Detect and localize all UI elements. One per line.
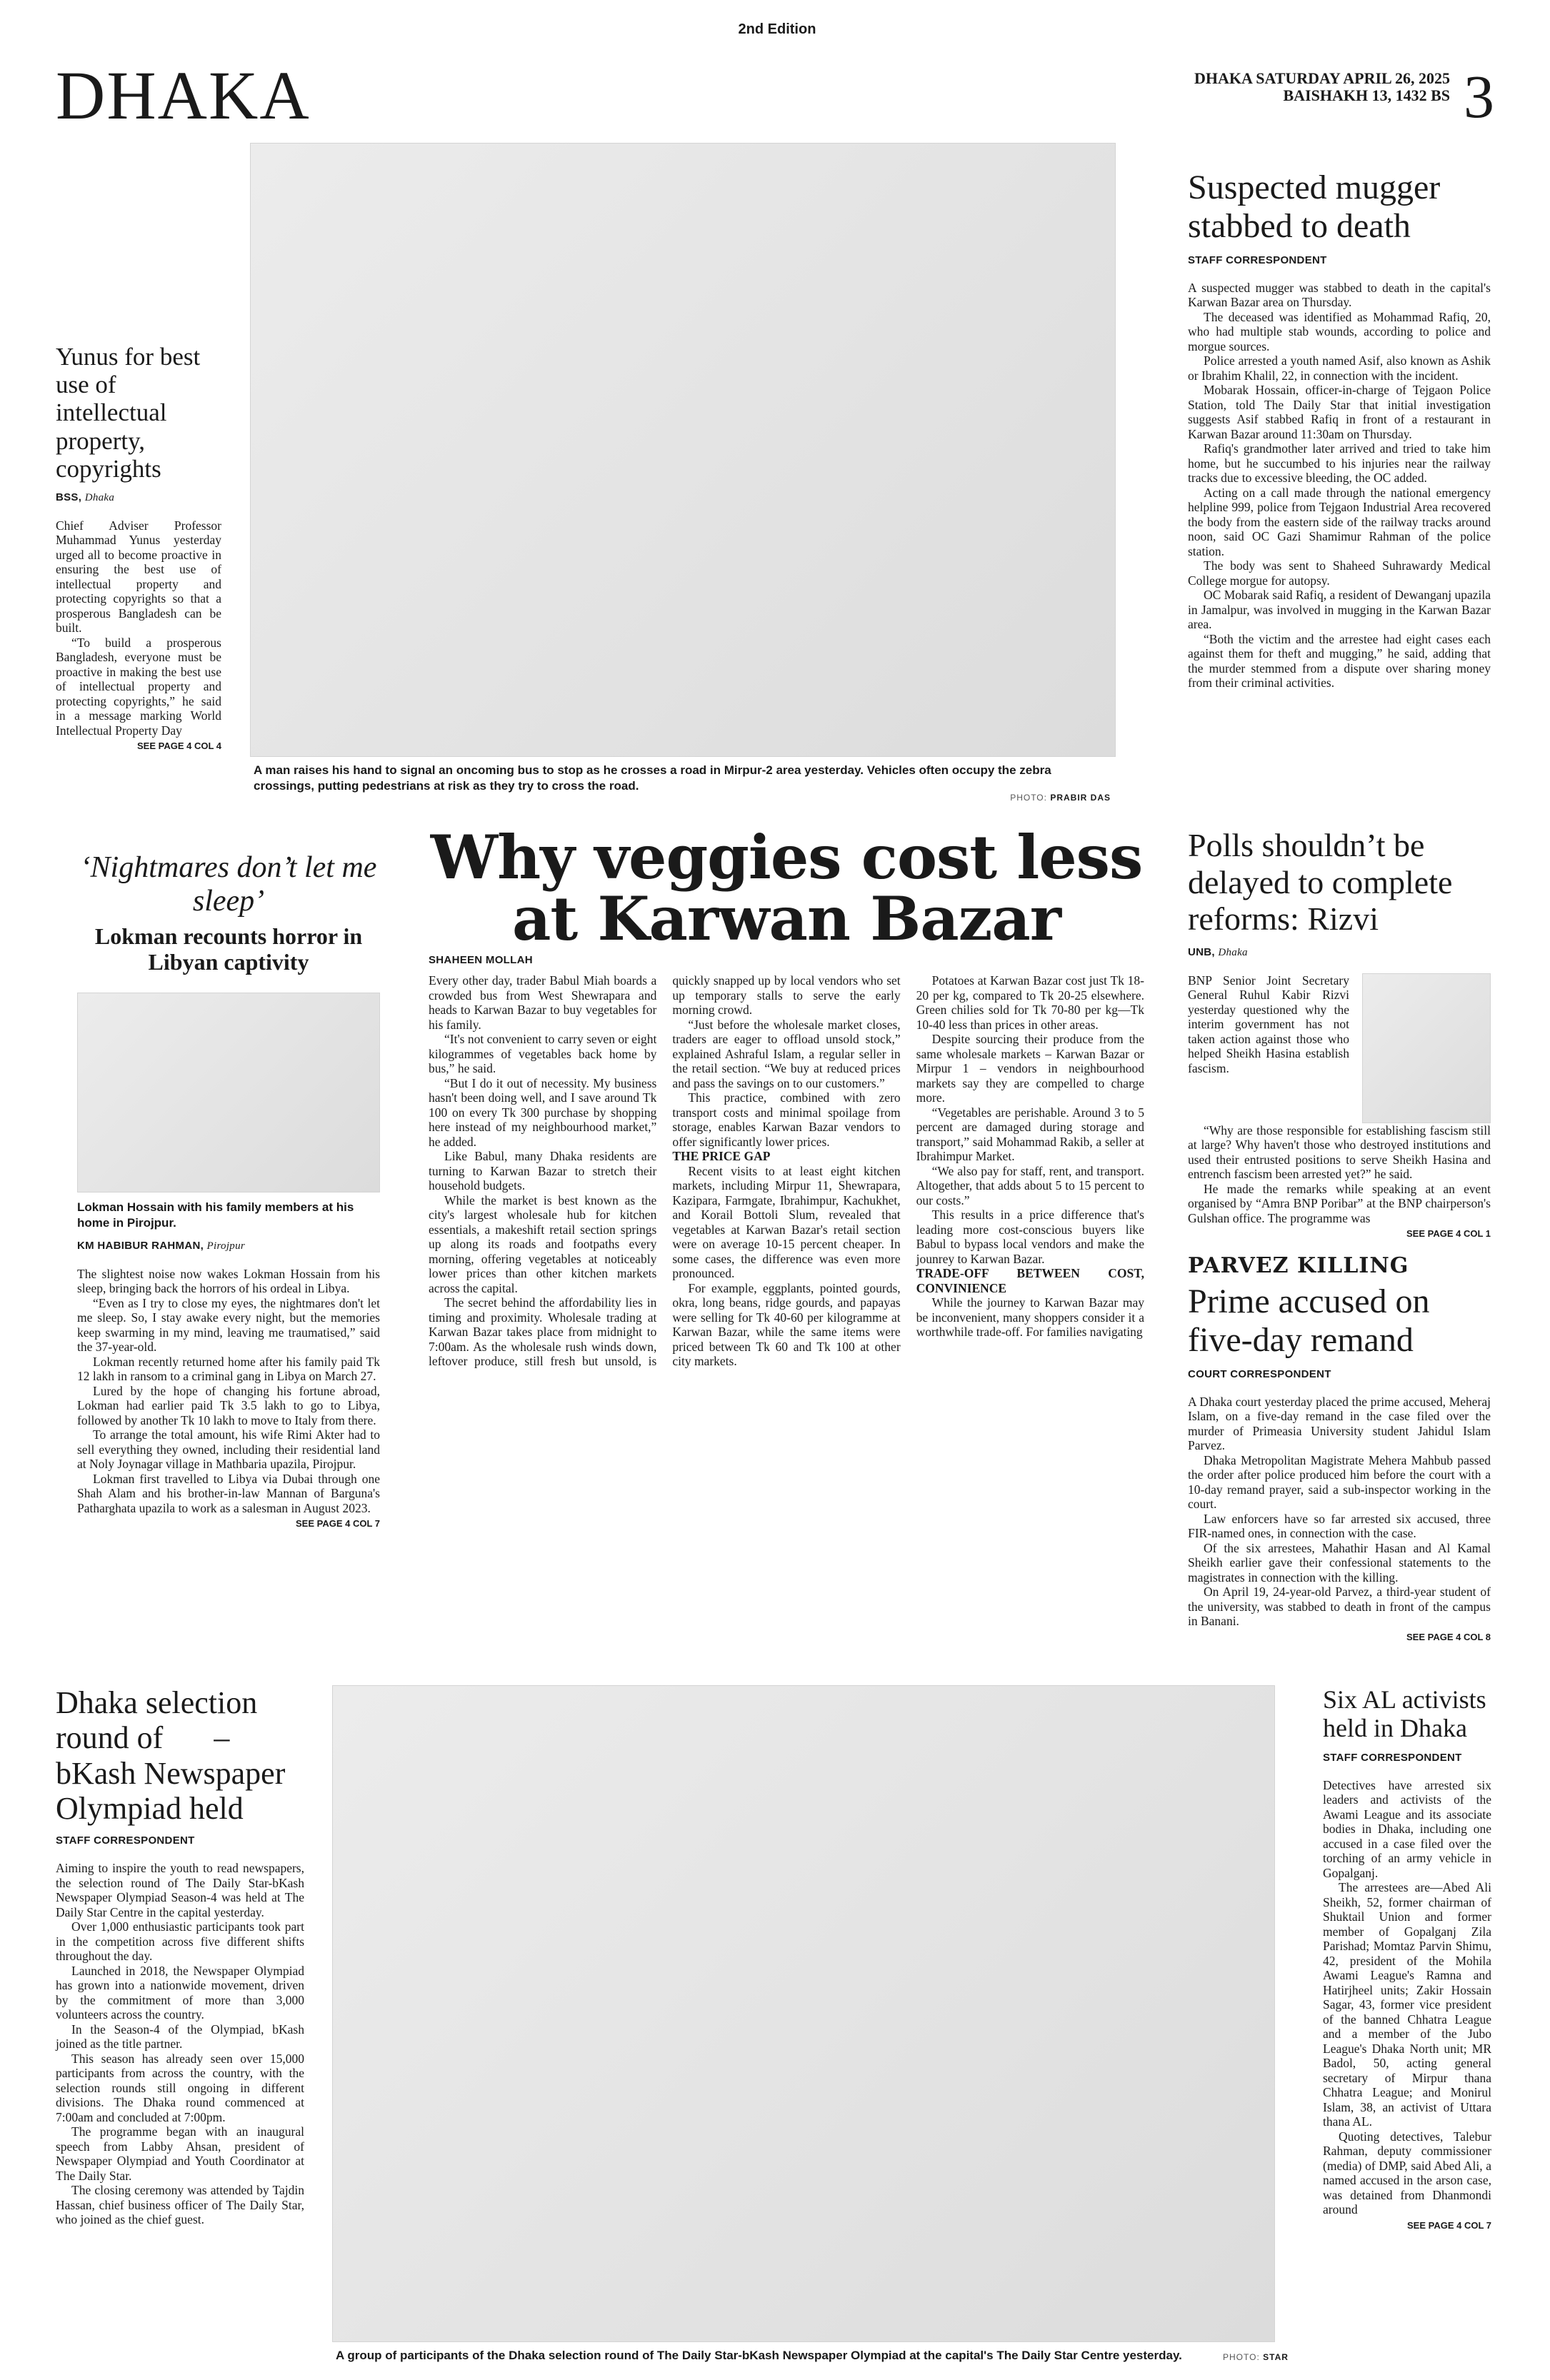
veggies-subhead: THE PRICE GAP (672, 1149, 771, 1163)
lokman-photo-caption: Lokman Hossain with his family members at his home in Pirojpur. (77, 1200, 354, 1230)
parvez-kicker: PARVEZ KILLING (1188, 1253, 1409, 1278)
veggies-body (429, 973, 1144, 1794)
veggies-headline: Why veggies cost less at Karwan Bazar (430, 822, 1143, 954)
activists-body: Detectives have arrested six leaders and activists of the Awami League and its associate bodies in Dhaka, including one accused in a case filed over the torching of an army vehicle in Gopalganj. The arrestees are—Abed Ali Sheikh, 52, former chairman of Shuktail Union and former member of Gopalganj Zila Parishad; Momtaz Parvin Shimu, 42, president of the Mohila Awami League's Ramna and Hatirjheel units; Zakir Hossain Sagar, 43, former vice president of the banned Chhatra League and a member of the Jubo League's Dhaka North unit; MR Badol, 50, acting general secretary of Mirpur thana Chhatra League; and Monirul Islam, 38, an activist of Uttara thana AL. Quoting detectives, Talebur Rahman, deputy commissioner (media) of DMP, said Abed Ali, a named accused in the arson case, was detained from Dhanmondi around (1323, 1777, 1491, 2217)
lokman-headline: Lokman recounts horror in Libyan captivity (94, 923, 363, 975)
veggies-paragraph: Like Babul, many Dhaka residents are turning to Karwan Bazar to stretch their household budgets. (429, 1149, 657, 1192)
yunus-headline: Yunus for best use of intellectual property, copyrights (56, 343, 201, 483)
veggies-paragraph: For example, eggplants, pointed gourds, okra, long beans, ridge gourds, and papayas were selling for Tk 40-60 per kilogramme at Karwan Bazar, while the same items were priced between Tk 60 and Tk 100 at other city markets. (672, 1280, 901, 1368)
rizvi-photo (1362, 973, 1491, 1123)
parvez-body: A Dhaka court yesterday placed the prime accused, Meheraj Islam, on a five-day remand in the case filed over the murder of Primeasia University student Jahidul Islam Parvez. Dhaka Metropolitan Magistrate Mehera Mahbub passed the order after police produced him before the court with a 10-day remand prayer, said a sub-inspector working in the court. Law enforcers have so far arrested six accused, three FIR-named ones, in connection with the case. Of the six arrestees, Mahathir Hasan and Al Kamal Sheikh earlier gave their confessional statements to the magistrates in connection with the killing. On April 19, 24-year-old Parvez, a third-year student of the university, was stabbed to death in front of the campus in Banani. (1188, 1394, 1491, 1628)
polls-see-page[interactable]: SEE PAGE 4 COL 1 (1406, 1228, 1491, 1240)
mugger-body: A suspected mugger was stabbed to death in the capital's Karwan Bazar area on Thursday. The deceased was identified as Mohammad Rafiq, 20, who had multiple stab wounds, according to police and morgue sources. Police arrested a youth named Asif, also known as Ashik or Ibrahim Khalil, 22, in connection with the incident. Mobarak Hossain, officer-in-charge of Tejgaon Police Station, told The Daily Star that initial investigation suggests Asif stabbed Rafiq in front of a restaurant in Karwan Bazar around 11:30am on Thursday. Rafiq's grandmother later arrived and tried to take him home, but he succumbed to his injuries near the railway tracks due to excessive bleeding, the OC added. Acting on a call made through the national emergency helpline 999, police from Tejgaon Industrial Area recovered the body from the eastern side of the railway tracks around noon, said OC Gazi Shamimur Rahman of the police station. The body was sent to Shaheed Suhrawardy Medical College morgue for autopsy. OC Mobarak said Rafiq, a resident of Dewanganj upazila in Jamalpur, was involved in mugging in the Karwan Bazar area. “Both the victim and the arrestee had eight cases each against them for theft and mugging,” he said, adding that the murder stemmed from a dispute over sharing money from their criminal activities. (1188, 280, 1491, 690)
veggies-paragraph: Recent visits to at least eight kitchen markets, including Mirpur 11, Shewrapara, Kazipara, Farmgate, Ibrahimpur, Kachukhet, and Korail Bottoli Slum, revealed that vegetables at Karwan Bazar's retail section were on average 10-15 percent cheaper. In some cases, the difference was even more pronounced. (672, 1163, 901, 1280)
olympiad-body: Aiming to inspire the youth to read newspapers, the selection round of The Daily Star-bKash Newspaper Olympiad Season-4 was held at The Daily Star Centre in the capital yesterday. Over 1,000 enthusiastic participants took part in the competition across five different shifts throughout the day. Launched in 2018, the Newspaper Olympiad has grown into a nationwide movement, driven by the commitment of more than 3,000 volunteers across the country. In the Season-4 of the Olympiad, bKash joined as the title partner. This season has already seen over 15,000 participants from across the country, with the selection rounds still ongoing in different divisions. The Dhaka round commenced at 7:00am and concluded at 7:00pm. The programme began with an inaugural speech from Labby Ahsan, president of Newspaper Olympiad and Youth Coordinator at The Daily Star. The closing ceremony was attended by Tajdin Hassan, chief business officer of The Daily Star, who joined as the chief guest. (56, 1861, 304, 2227)
lokman-byline: KM HABIBUR RAHMAN, Pirojpur (77, 1239, 246, 1252)
parvez-article (1188, 1253, 1491, 1642)
photo-caption-olympiad: A group of participants of the Dhaka selection round of The Daily Star-bKash Newspaper Olympiad at the capital's The Daily Star Centre yesterday. (336, 2349, 1182, 2362)
lokman-kicker: ‘Nightmares don’t let me sleep’ (80, 851, 377, 918)
activists-see-page[interactable]: SEE PAGE 4 COL 7 (1406, 2219, 1491, 2231)
activists-byline: STAFF CORRESPONDENT (1323, 1751, 1462, 1764)
photo-credit-mirpur: PHOTO: PRABIR DAS (1010, 793, 1111, 803)
mugger-headline: Suspected mugger stabbed to death (1188, 169, 1441, 245)
veggies-paragraph: “Vegetables are perishable. Around 3 to 5 percent are damaged during storage and transport,” said Mohammad Rakib, a seller at Ibrahimpur Market. (916, 1105, 1144, 1163)
olympiad-headline: Dhaka selection round of – bKash Newspaper Olympiad held (56, 1685, 286, 1826)
veggies-paragraph: Despite sourcing their produce from the same wholesale markets – Karwan Bazar or Mirpur 1 – vendors in neighbourhood markets say they are compelled to charge more. (916, 1032, 1144, 1105)
photo-caption-mirpur: A man raises his hand to signal an oncoming bus to stop as he crosses a road in Mirpur-2 area yesterday. Vehicles often occupy the zebra crossings, putting pedestrians at risk as they try to cross the road. (254, 763, 1051, 793)
lokman-family-photo (77, 993, 380, 1192)
veggies-paragraph: “We also pay for staff, rent, and transport. Altogether, that adds about 5 to 15 percent to our costs.” (916, 1163, 1144, 1207)
veggies-paragraph: “Just before the wholesale market closes, traders are eager to offload unsold stock,” explained Ashraful Islam, a regular seller in the retail section. “We buy at reduced prices and pass the savings on to our customers.” (672, 1017, 901, 1090)
mugger-article (1188, 169, 1491, 691)
olympiad-participants-photo (332, 1685, 1275, 2342)
olympiad-byline: STAFF CORRESPONDENT (56, 1834, 195, 1847)
veggies-paragraph: “But I do it out of necessity. My business hasn't been doing well, and I save around Tk 100 on every Tk 300 purchase by shopping here instead of my neighbourhood market,” he added. (429, 1075, 657, 1149)
veggies-paragraph: Every other day, trader Babul Miah boards a crowded bus from West Shewrapara and heads to Karwan Bazar to buy vegetables for his family. (429, 973, 657, 1032)
yunus-article (56, 343, 221, 751)
mirpur-road-photo (250, 143, 1116, 757)
lokman-body: The slightest noise now wakes Lokman Hossain from his sleep, bringing back the horrors of his ordeal in Libya. “Even as I try to close my eyes, the nightmares don't let me sleep. So, I stay awake every night, but the memories keep swarming in my mind, leaving me traumatised,” said the 37-year-old. Lokman recently returned home after his family paid Tk 12 lakh in ransom to a criminal gang in Libya on March 27. Lured by the hope of changing his fortune abroad, Lokman had earlier paid Tk 3.5 lakh to go to Libya, followed by another Tk 10 lakh to move to Italy from there. To arrange the total amount, his wife Rimi Akter had to sell everything they owned, including their residential land at Noly Joynagar village in Mathbaria upazila, Pirojpur. Lokman first travelled to Libya via Dubai through one Shah Alam and his brother-in-law Mannan of Barguna's Patharghata upazila to work as a salesman in August 2023. (77, 1266, 380, 1515)
olympiad-article (56, 1685, 304, 2227)
veggies-paragraph: The secret behind the affordability lies in timing and proximity. Wholesale trading at Karwan Bazar takes place from midnight to 7:00am. As the wholesale rush winds down, leftover produce, still fresh but unsold, is quickly snapped up by local vendors who set up temporary stalls to serve the early morning crowd. (429, 973, 901, 1368)
page-number: 3 (1464, 62, 1494, 131)
lokman-see-page[interactable]: SEE PAGE 4 COL 7 (295, 1518, 380, 1530)
parvez-byline: COURT CORRESPONDENT (1188, 1367, 1331, 1380)
activists-article (1323, 1685, 1491, 2231)
parvez-headline: Prime accused on five-day remand (1188, 1282, 1430, 1359)
polls-body-col2: “Why are those responsible for establishing fascism still at large? Why haven't those who destroyed institutions and used their entrusted positions to serve Sheikh Hasina and entrench fascism been arrested yet?” he said. He made the remarks while speaking at an event organised by “Amra BNP Poribar” at the BNP chairperson's Gulshan office. The programme was (1188, 1123, 1491, 1225)
date-bangla: BAISHAKH 13, 1432 BS (1283, 86, 1450, 104)
veggies-paragraph: Potatoes at Karwan Bazar cost just Tk 18-20 per kg, compared to Tk 20-25 elsewhere. Green chilies sold for Tk 70-80 per kg—Tk 10-40 less than prices in other areas. (916, 973, 1144, 1032)
veggies-paragraph: “It's not convenient to carry seven or eight kilogrammes of vegetables back home by bus,” he said. (429, 1032, 657, 1075)
yunus-body: Chief Adviser Professor Muhammad Yunus yesterday urged all to become proactive in ensuring the best use of intellectual property and protecting copyrights so that a prosperous Bangladesh can be built. “To build a prosperous Bangladesh, everyone must be proactive in making the best use of intellectual property and protecting copyrights,” he said in a message marking World Intellectual Property Day (56, 518, 221, 738)
lokman-article (77, 851, 380, 1529)
mugger-byline: STAFF CORRESPONDENT (1188, 253, 1327, 266)
section-title: DHAKA (56, 57, 311, 134)
yunus-see-page[interactable]: SEE PAGE 4 COL 4 (136, 740, 221, 752)
yunus-byline: BSS, Dhaka (56, 491, 115, 503)
veggies-paragraph: This results in a price difference that's leading more cost-conscious buyers like Babul to bypass local vendors and make the jounrey to Karwan Bazar. (916, 1207, 1144, 1266)
photo-credit-olympiad: PHOTO: STAR (1223, 2352, 1289, 2362)
veggies-article (429, 822, 1144, 1808)
date-gregorian: DHAKA SATURDAY APRIL 26, 2025 (1194, 69, 1450, 87)
veggies-paragraph: This practice, combined with zero transport costs and minimal spoilage from storage, enables Karwan Bazar vendors to offer significantly lower prices. (672, 1090, 901, 1149)
activists-headline: Six AL activists held in Dhaka (1323, 1685, 1486, 1743)
veggies-paragraph: While the market is best known as the city's largest wholesale hub for kitchen essentials, a makeshift retail section springs up along its roads and footpaths every morning, offering vegetables at noticeably lower prices than other kitchen markets across the capital. (429, 1192, 657, 1295)
edition-label: 2nd Edition (738, 21, 816, 37)
parvez-see-page[interactable]: SEE PAGE 4 COL 8 (1406, 1631, 1491, 1642)
polls-byline: UNB, Dhaka (1188, 945, 1248, 958)
veggies-byline: SHAHEEN MOLLAH (429, 954, 533, 966)
polls-body-col1: BNP Senior Joint Secretary General Ruhul Kabir Rizvi yesterday questioned why the interim government has not taken action against those who helped Sheikh Hasina establish fascism. (1188, 973, 1349, 1075)
polls-article (1188, 827, 1491, 1239)
dateline (1194, 70, 1450, 104)
polls-headline: Polls shouldn’t be delayed to complete reforms: Rizvi (1188, 827, 1453, 938)
veggies-paragraph: While the journey to Karwan Bazar may be inconvenient, many shoppers consider it a worthwhile trade-off. For families navigating (916, 1295, 1144, 1339)
veggies-subhead: TRADE-OFF BETWEEN COST, CONVINIENCE (916, 1266, 1144, 1295)
